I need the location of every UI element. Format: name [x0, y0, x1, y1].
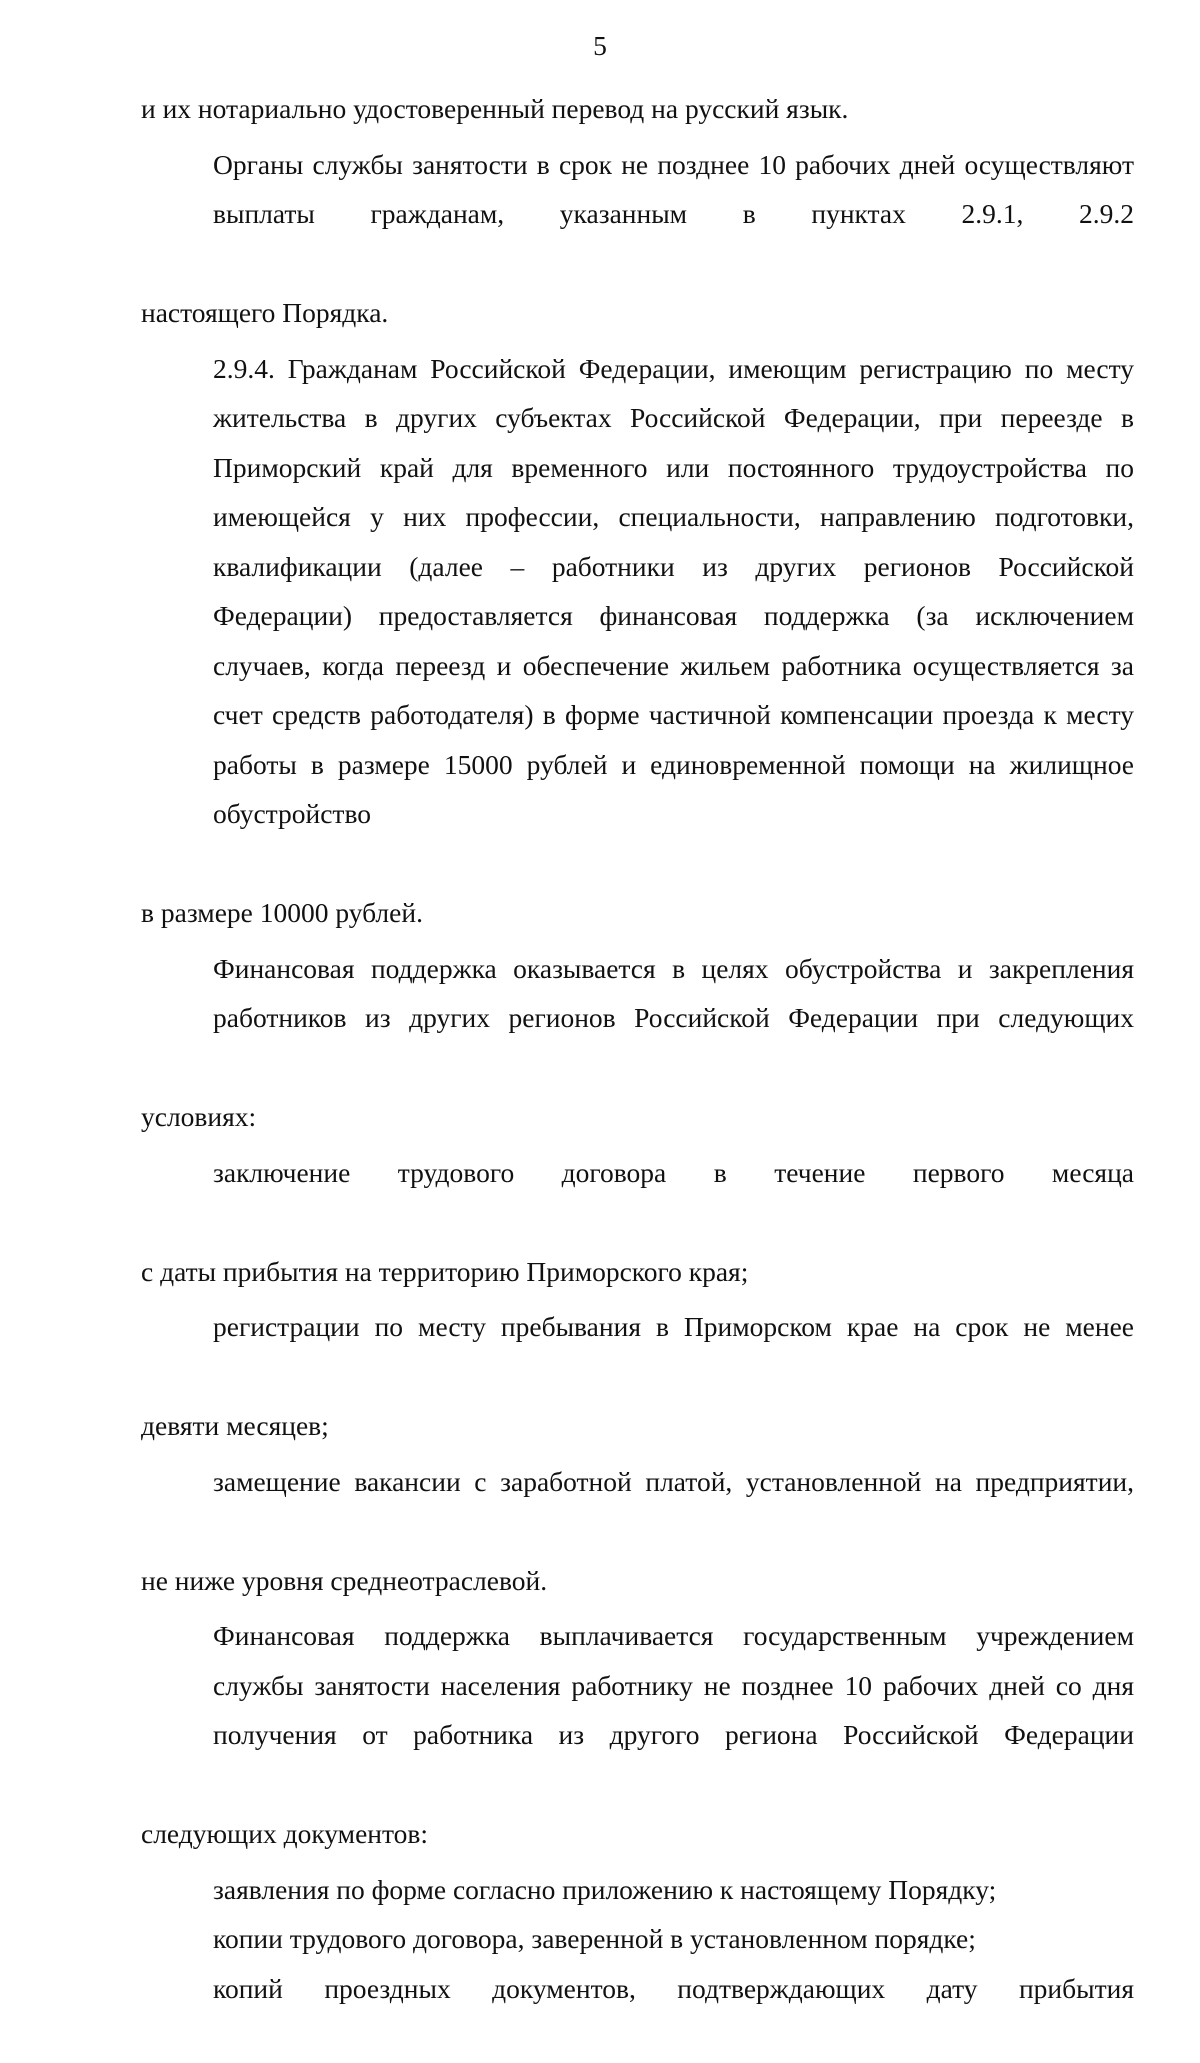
paragraph — [141, 1247, 1134, 1297]
text-line: с даты прибытия на территорию Приморского края; — [141, 1255, 749, 1287]
paragraph — [141, 344, 1134, 889]
text-line: 2.9.4. Гражданам Российской Федерации, имеющим регистрацию — [213, 352, 1012, 384]
text-line: Органы службы занятости в срок не позднее 10 рабочих дней — [213, 148, 956, 180]
text-line: Финансовая поддержка оказывается в целях обустройства и закрепления — [213, 952, 1134, 984]
paragraph — [141, 1611, 1134, 1809]
text-line: в размере 10000 рублей. — [141, 897, 423, 928]
list-item — [141, 1865, 1134, 1915]
text-line: в размере 15000 рублей и единовременной помощи на жилищное обустройство — [213, 748, 1134, 829]
text-line: Финансовая поддержка выплачивается государственным учреждением — [213, 1620, 1134, 1651]
text-line: работодателя) в форме частичной компенсации проезда к месту работы — [213, 699, 1135, 780]
paragraph — [141, 140, 1134, 289]
paragraph — [141, 1401, 1134, 1451]
paragraph — [141, 1092, 1134, 1142]
text-line: следующих документов: — [141, 1818, 429, 1849]
text-line: Федерации) предоставляется финансовая поддержка (за исключением случаев, — [213, 600, 1134, 681]
text-line: девяти месяцев; — [141, 1410, 329, 1441]
text-line: замещение вакансии с заработной платой, установленной на предприятии, — [213, 1465, 1134, 1497]
text-line: регистрации по месту пребывания в Приморском крае на срок не менее — [213, 1311, 1134, 1342]
paragraph — [141, 1556, 1134, 1606]
paragraph — [141, 944, 1134, 1093]
list-item — [141, 1964, 1134, 2063]
paragraph — [141, 1148, 1134, 1247]
paragraph — [141, 1457, 1134, 1556]
text-line: настоящего Порядка. — [141, 297, 389, 328]
paragraph — [141, 84, 1134, 134]
text-line: копии трудового договора, заверенной в установленном порядке; — [213, 1923, 976, 1954]
text-line: копий проездных документов, подтверждающих дату прибытия — [213, 1972, 1134, 2004]
text-line: заключение трудового договора в течение первого месяца — [213, 1156, 1134, 1188]
paragraph — [141, 288, 1134, 338]
text-line: не ниже уровня среднеотраслевой. — [141, 1564, 548, 1596]
text-line: и их нотариально удостоверенный перевод на русский язык. — [141, 93, 849, 124]
text-line: при переезде в Приморский край для временного или постоянного — [213, 402, 1135, 483]
text-line: по месту жительства в других субъектах Российской Федерации, — [213, 352, 1135, 433]
text-line: условиях: — [141, 1101, 257, 1132]
document-body — [141, 84, 1134, 2063]
text-line: работников из других регионов Российской Федерации при следующих — [213, 1002, 1134, 1033]
text-line: подготовки, квалификации (далее – работники из других регионов Российской — [213, 501, 1134, 582]
paragraph — [141, 1809, 1134, 1859]
text-line: заявления по форме согласно приложению к настоящему Порядку; — [213, 1873, 997, 1905]
text-line: осуществляют выплаты гражданам, указанным в пунктах 2.9.1, 2.9.2 — [213, 148, 1134, 229]
paragraph — [141, 1302, 1134, 1401]
text-line: службы занятости населения работнику не позднее 10 рабочих — [213, 1669, 979, 1701]
list-item — [141, 1914, 1134, 1964]
paragraph — [141, 888, 1134, 938]
page-number: 5 — [593, 30, 607, 61]
text-line: трудоустройства по имеющейся у них профессии, специальности, направлению — [213, 451, 1135, 532]
text-line: когда переезд и обеспечение жильем работника осуществляется за счет средств — [213, 649, 1135, 730]
text-line: дней со дня получения от работника из другого региона Российской Федерации — [213, 1669, 1134, 1750]
